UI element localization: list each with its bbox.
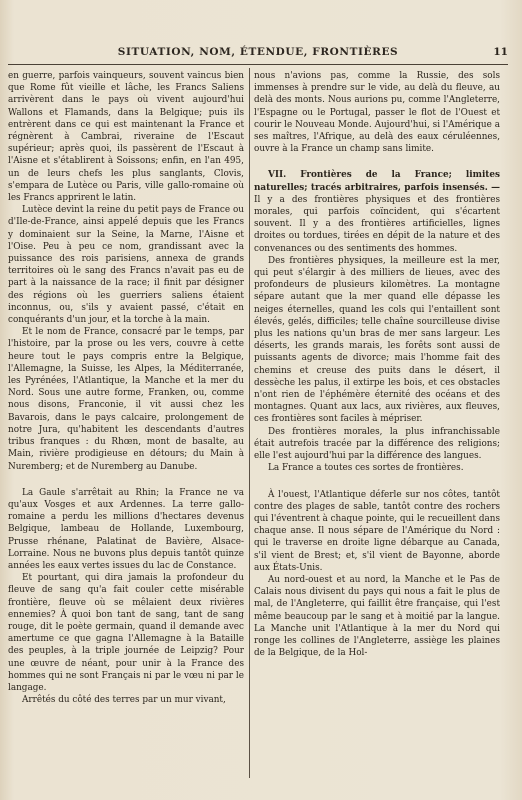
paragraph: Des frontières morales, la plus infranchissable était autrefois tracée par la différence des religions; elle l'est aujourd'hui par la différence des langues. — [254, 426, 500, 462]
paragraph: en guerre, parfois vainqueurs, souvent vaincus bien que Rome fût vieille et lâche, les Francs Saliens arrivèrent dans le pays où vivent aujourd'hui Wallons et Flamands, dans la Belgique; puis ils entrèrent dans ce qui est maintenant la France et régnèrent à Cambrai, riveraine de l'Escaut supérieur; après quoi, ils passèrent de l'Escaut à l'Aisne et s'établirent à Soissons; enfin, en l'an 495, un de leurs chefs les plus sanglants, Clovis, s'empara de Lutèce ou Paris, ville gallo-romaine où les Francs apprirent le latin. — [8, 71, 244, 204]
right-column — [254, 70, 500, 659]
page-number: 11 — [493, 46, 508, 58]
paragraph: Et pourtant, qui dira jamais la profondeur du fleuve de sang qu'a fait couler cette misérable frontière, fleuve où se mêlaient deux rivières ennemies? À quoi bon tant de sang, tant de sang rouge, dit le poète germain, quand il demande avec amertume ce que gagna l'Allemagne à la Bataille des peuples, à la triple journée de Leipzig? Pour une œuvre de néant, pour unir à la France des hommes qui ne sont Français ni par le vœu ni par le langage. — [8, 573, 244, 693]
paragraph: Arrêtés du côté des terres par un mur vivant, — [22, 695, 226, 706]
section-heading: VII. Frontières de la France; limites naturelles; tracés arbitraires, parfois insensés. — — [254, 170, 500, 193]
paragraph: Lutèce devint la reine du petit pays de France ou d'Ile-de-France, ainsi appelé depuis que les Francs y dominaient sur la Seine, la Marne, l'Aisne et l'Oise. Peu à peu ce nom, grandissant avec la puissance des rois parisiens, annexa de grands territoires où le sang des Francs n'avait pas eu de part à la naissance de la race; il finit par désigner des régions où les guerriers saliens étaient inconnus, ou, s'ils y avaient passé, c'était en conquérants d'un jour, et la torche à la main. — [8, 205, 244, 326]
section-text: Il y a des frontières physiques et des frontières morales, qui parfois coïncident, qui s'écartent souvent. Il y a des frontières artificielles, lignes droites ou tordues, tirées en dépit de la nature et des convenances ou des sentiments des hommes. — [254, 194, 500, 254]
page-header — [8, 46, 508, 60]
running-head: SITUATION, NOM, ÉTENDUE, FRONTIÈRES — [117, 46, 399, 58]
paragraph: Au nord-ouest et au nord, la Manche et le Pas de Calais nous divisent du pays qui nous a fait le plus de mal, de l'Angleterre, qui faillit être française, qui l'est même beaucoup par le sang et à moitié par la langue. La Manche unit l'Atlantique à la mer du Nord qui ronge les collines de l'Angleterre, assiège les plaines de la Belgique, de la Hol- — [254, 574, 500, 659]
left-column — [8, 70, 244, 706]
column-divider — [249, 68, 250, 778]
section-paragraph — [254, 169, 500, 254]
paragraph: nous n'avions pas, comme la Russie, des sols immenses à prendre sur le vide, au delà du fleuve, au delà des monts. Nous aurions pu, comme l'Angleterre, l'Espagne ou le Portugal, passer le flot de l'Ouest et courir le Nouveau Monde. Aujourd'hui, si l'Amérique a ses maîtres, l'Afrique, au delà des eaux céruléennes, ouvre à la France un champ sans limite. — [254, 71, 500, 155]
header-rule — [8, 64, 508, 65]
paragraph: La Gaule s'arrêtait au Rhin; la France ne va qu'aux Vosges et aux Ardennes. La terre gallo-romaine a perdu les millions d'hectares devenus Belgique, lambeau de Hollande, Luxembourg, Prusse rhénane, Palatinat de Bavière, Alsace-Lorraine. Nous ne buvons plus depuis tantôt quinze années les eaux vertes issues du lac de Constance. — [8, 487, 244, 571]
paragraph: Et le nom de France, consacré par le temps, par l'histoire, par la prose ou les vers, couvre à cette heure tout le pays compris entre la Belgique, l'Allemagne, la Suisse, les Alpes, la Méditerranée, les Pyrénées, l'Atlantique, la Manche et la mer du Nord. Sous une autre forme, Franken, ou, comme nous disons, Franconie, il vit aussi chez les Bavarois, dans le pays calcaire, prolongement de notre Jura, qu'habitent les descendants d'autres tribus franques : du Rhœn, mont de basalte, au Main, rivière prodigieuse en détours; du Main à Nuremberg; et de Nuremberg au Danube. — [8, 327, 244, 472]
paragraph: À l'ouest, l'Atlantique déferle sur nos côtes, tantôt contre des plages de sable, tantôt contre des rochers qui l'éventrent à chaque pointe, qui le recueillent dans chaque anse. Il nous sépare de l'Amérique du Nord : qui le traverse en droite ligne débarque au Canada, s'il vient de Brest; et, s'il vient de Bayonne, aborde aux États-Unis. — [254, 489, 500, 573]
paragraph: Des frontières physiques, la meilleure est la mer, qui peut s'élargir à des milliers de lieues, avec des profondeurs de plusieurs kilomètres. La montagne sépare autant que la mer quand elle dépasse les neiges éternelles, quand les cols qui l'entaillent sont élevés, gelés, difficiles; telle chaîne sourcilleuse divise plus les nations qu'un bras de mer sans largeur. Les déserts, les grands marais, les forêts sont aussi de puissants agents de divorce; mais l'homme fait des chemins et creuse des puits dans le désert, il dessèche les palus, il extirpe les bois, et ces obstacles n'ont rien de l'éphémère éternité des océans et des montagnes. Quant aux lacs, aux rivières, aux fleuves, ces frontières sont faciles à mépriser. — [254, 255, 500, 425]
paragraph: La France a toutes ces sortes de frontières. — [268, 463, 464, 474]
